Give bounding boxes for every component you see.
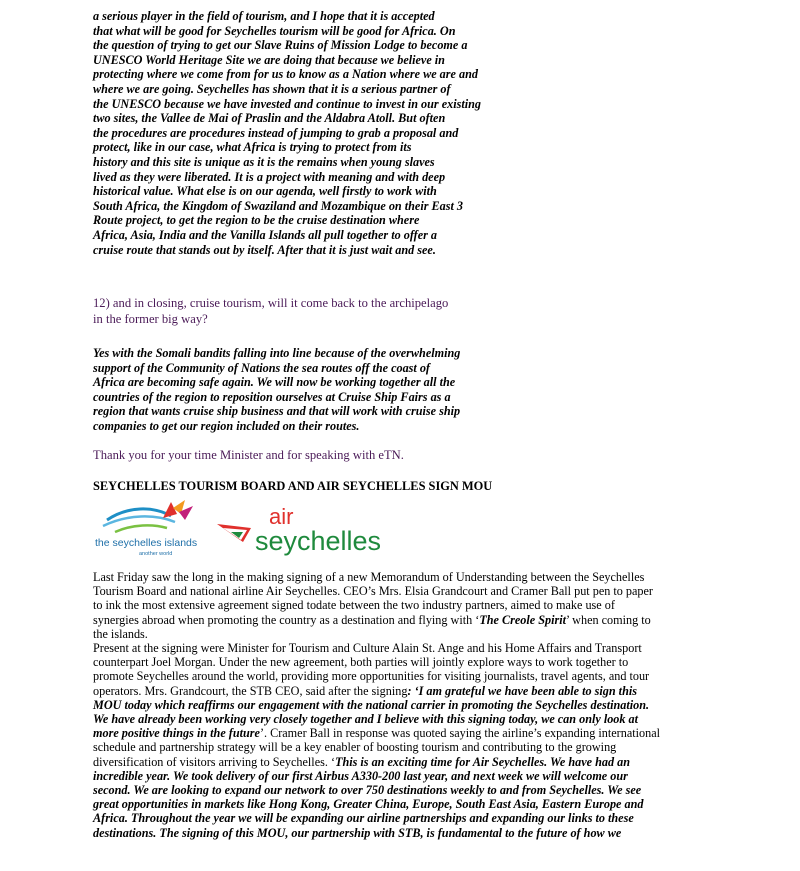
emphasized-quote: destinations. The signing of this MOU, our partnership with STB, is fundamental to the future of how we: [93, 825, 622, 840]
article-line: [93, 712, 713, 726]
emphasized-quote: The Creole Spirit: [479, 612, 566, 627]
emphasized-quote: We have already been working very closely together and I believe with this signing today, we can only look at: [93, 712, 639, 727]
emphasized-quote: more positive things in the future: [93, 726, 260, 741]
answer-line: Yes with the Somali bandits falling into line because of the overwhelming: [93, 346, 461, 360]
article-line: to ink the most extensive agreement signed todate between the two industry partners, aimed to make use of: [93, 598, 615, 613]
article-line: counterpart Joel Morgan. Under the new agreement, both parties will jointly explore ways to work together to: [93, 655, 629, 670]
article-line: diversification of visitors arriving to Seychelles. ‘This is an exciting time for Air Seychelles. We have had an: [93, 754, 631, 769]
stb-logo: [93, 498, 413, 560]
emphasized-quote: incredible year. We took delivery of our first Airbus A330-200 last year, and next week we will welcome our: [93, 768, 628, 783]
article-line: more positive things in the future’. Cramer Ball in response was quoted saying the airline’s expanding international: [93, 726, 660, 741]
article-body: [93, 570, 713, 840]
emphasized-quote: : ‘I am grateful we have been able to sign this: [407, 683, 637, 698]
answer-line: history and this site is unique as it is the remains when young slaves: [93, 154, 435, 169]
question-12: [93, 296, 448, 327]
emphasized-quote: Africa. Throughout the year we will be expanding our airline partnerships and expanding our links to these: [93, 811, 634, 826]
article-line: the islands.: [93, 626, 148, 641]
interview-answer-11: [93, 9, 533, 257]
answer-line: support of the Community of Nations the sea routes off the coast of: [93, 360, 430, 375]
answer-line: protecting where we come from for us to know as a Nation where we are and: [93, 67, 478, 82]
partner-logos: [93, 498, 413, 560]
article-line: operators. Mrs. Grandcourt, the STB CEO, said after the signing: ‘I am grateful we have been able to sign this: [93, 683, 637, 698]
answer-line: region that wants cruise ship business and that will work with cruise ship: [93, 404, 461, 419]
stb-logo-text: the seychelles islands: [95, 537, 198, 549]
article-line: [93, 797, 713, 811]
airline-logo-text-bottom: seychelles: [255, 526, 382, 556]
question-line: in the former big way?: [93, 311, 208, 326]
question-line: 12) and in closing, cruise tourism, will it come back to the archipelago: [93, 296, 449, 310]
answer-line: the UNESCO because we have invested and continue to invest in our existing: [93, 96, 481, 111]
air-seychelles-logo: [217, 504, 381, 556]
article-line: [93, 769, 713, 783]
answer-line: two sites, the Vallee de Mai of Praslin and the Aldabra Atoll. But often: [93, 111, 446, 126]
answer-line: where we are going. Seychelles has shown that it is a serious partner of: [93, 81, 451, 96]
stb-logo-tagline: another world: [139, 551, 173, 557]
answer-line: a serious player in the field of tourism, and I hope that it is accepted: [93, 9, 435, 23]
answer-line: that what will be good for Seychelles tourism will be good for Africa. On: [93, 23, 456, 38]
article-line: schedule and partnership strategy will be a key enabler of boosting tourism and contributing to the growing: [93, 740, 617, 755]
emphasized-quote: second. We are looking to expand our network to over 750 destinations weekly to and from Seychelles. We see: [93, 783, 642, 798]
emphasized-quote: This is an exciting time for Air Seychelles. We have had an: [335, 754, 631, 769]
article-line: promote Seychelles around the world, providing more opportunities for visiting journalists, travel agents, and tour: [93, 669, 650, 684]
answer-line: Route project, to get the region to be the cruise destination where: [93, 213, 420, 228]
emphasized-quote: great opportunities in markets like Hong Kong, Greater China, Europe, South East Asia, Eastern Europe and: [93, 797, 644, 812]
answer-line: the procedures are procedures instead of jumping to grab a proposal and: [93, 125, 459, 140]
answer-line: South Africa, the Kingdom of Swaziland and Mozambique on their East 3: [93, 198, 463, 213]
emphasized-quote: MOU today which reaffirms our engagement with the national carrier in promoting the Seychelles destination.: [93, 697, 650, 712]
closing-thanks: Thank you for your time Minister and for speaking with eTN.: [93, 448, 404, 462]
article-line: [93, 698, 713, 712]
answer-line: UNESCO World Heritage Site we are doing that because we believe in: [93, 52, 445, 67]
answer-line: lived as they were liberated. It is a project with meaning and with deep: [93, 169, 446, 184]
interview-answer-12: [93, 346, 533, 434]
article-line: Tourism Board and national airline Air Seychelles. CEO’s Mrs. Elsia Grandcourt and Cramer Ball put pen to paper: [93, 584, 653, 599]
answer-line: Africa are becoming safe again. We will now be working together all the: [93, 375, 456, 390]
answer-line: countries of the region to reposition ourselves at Cruise Ship Fairs as a: [93, 389, 451, 404]
article-line: [93, 811, 713, 825]
article-line: Last Friday saw the long in the making signing of a new Memorandum of Understanding between the Seychelles: [93, 570, 645, 584]
article-line: synergies abroad when promoting the country as a destination and flying with ‘The Creole Spirit’ when coming to: [93, 612, 651, 627]
answer-line: Africa, Asia, India and the Vanilla Islands all pull together to offer a: [93, 227, 438, 242]
stb-bird-red: [163, 502, 177, 518]
answer-line: cruise route that stands out by itself. After that it is just wait and see.: [93, 242, 436, 257]
article-line: [93, 826, 713, 840]
answer-line: historical value. What else is on our agenda, well firstly to work with: [93, 184, 437, 199]
stb-swoosh-green: [115, 525, 167, 532]
article-line: [93, 783, 713, 797]
answer-line: companies to get our region included on their routes.: [93, 418, 360, 433]
answer-line: the question of trying to get our Slave Ruins of Mission Lodge to become a: [93, 38, 468, 53]
airline-logo-text-top: air: [269, 504, 294, 529]
answer-line: protect, like in our case, what Africa is trying to protect from its: [93, 140, 412, 155]
section-heading: SEYCHELLES TOURISM BOARD AND AIR SEYCHELLES SIGN MOU: [93, 479, 493, 493]
article-line: Present at the signing were Minister for Tourism and Culture Alain St. Ange and his Home Affairs and Transport: [93, 641, 642, 656]
